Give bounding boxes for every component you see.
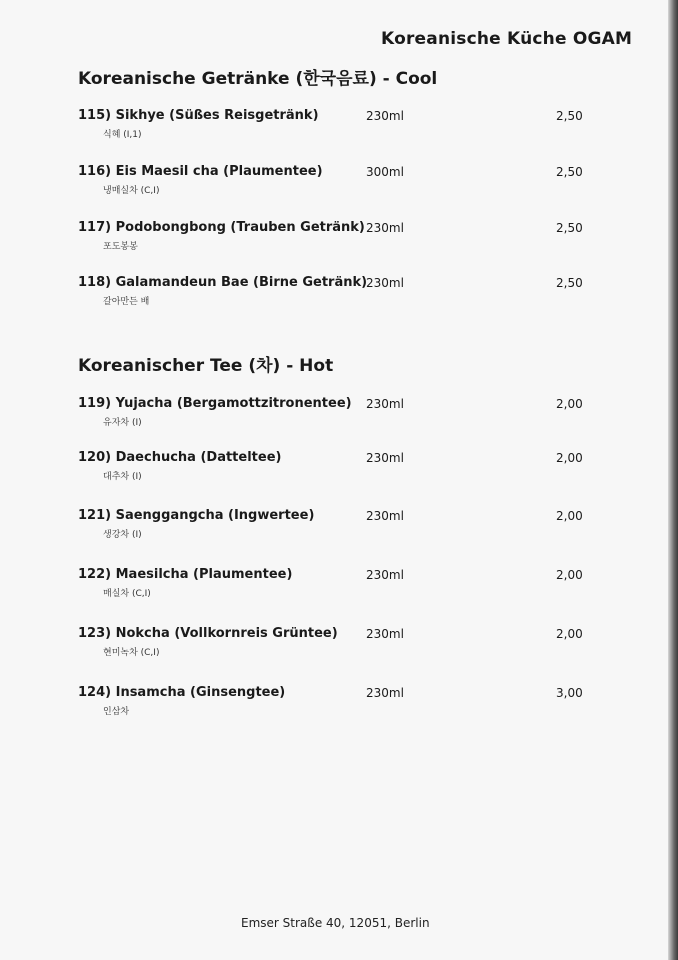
item-size: 230ml [366,109,404,123]
item-price: 3,00 [556,686,583,700]
item-korean-name: 냉매실차 (C,I) [103,186,160,196]
item-korean-name: 인삼차 [103,707,130,717]
item-korean-name: 갈아만든 배 [103,297,150,307]
item-size: 230ml [366,509,404,523]
menu-item [78,567,598,607]
menu-item [78,275,598,315]
item-name: 117) Podobongbong (Trauben Getränk) [78,220,365,235]
item-price: 2,00 [556,397,583,411]
section-title-hot-tea: Koreanischer Tee (차) - Hot [78,356,334,376]
item-size: 230ml [366,627,404,641]
menu-item [78,450,598,490]
item-korean-name: 식혜 (I,1) [103,130,142,140]
item-name: 123) Nokcha (Vollkornreis Grüntee) [78,626,338,641]
item-size: 230ml [366,397,404,411]
menu-item [78,220,598,260]
item-korean-name: 매실차 (C,I) [103,589,151,599]
item-name: 122) Maesilcha (Plaumentee) [78,567,293,582]
item-name: 120) Daechucha (Datteltee) [78,450,282,465]
item-size: 230ml [366,276,404,290]
item-price: 2,00 [556,509,583,523]
item-name: 116) Eis Maesil cha (Plaumentee) [78,164,323,179]
item-price: 2,00 [556,568,583,582]
item-name: 118) Galamandeun Bae (Birne Getränk) [78,275,368,290]
item-name: 119) Yujacha (Bergamottzitronentee) [78,396,352,411]
item-size: 230ml [366,686,404,700]
item-korean-name: 현미녹차 (C,I) [103,648,160,658]
item-korean-name: 포도봉봉 [103,242,138,252]
item-size: 230ml [366,221,404,235]
menu-item [78,626,598,666]
item-price: 2,50 [556,221,583,235]
footer-address: Emser Straße 40, 12051, Berlin [241,916,430,930]
item-size: 230ml [366,568,404,582]
item-price: 2,00 [556,627,583,641]
menu-item [78,685,598,725]
restaurant-name: Koreanische Küche OGAM [381,29,633,49]
item-name: 124) Insamcha (Ginsengtee) [78,685,286,700]
item-size: 230ml [366,451,404,465]
item-korean-name: 유자차 (I) [103,418,142,428]
menu-item [78,508,598,548]
item-korean-name: 생강차 (I) [103,530,142,540]
item-price: 2,50 [556,109,583,123]
item-korean-name: 대추차 (I) [103,472,142,482]
item-price: 2,50 [556,276,583,290]
page-edge-shadow [668,0,678,960]
item-name: 115) Sikhye (Süßes Reisgetränk) [78,108,319,123]
section-title-cool-drinks: Koreanische Getränke (한국음료) - Cool [78,69,438,89]
item-name: 121) Saenggangcha (Ingwertee) [78,508,315,523]
menu-item [78,396,598,436]
item-price: 2,50 [556,165,583,179]
menu-item [78,108,598,148]
item-price: 2,00 [556,451,583,465]
item-size: 300ml [366,165,404,179]
menu-item [78,164,598,204]
